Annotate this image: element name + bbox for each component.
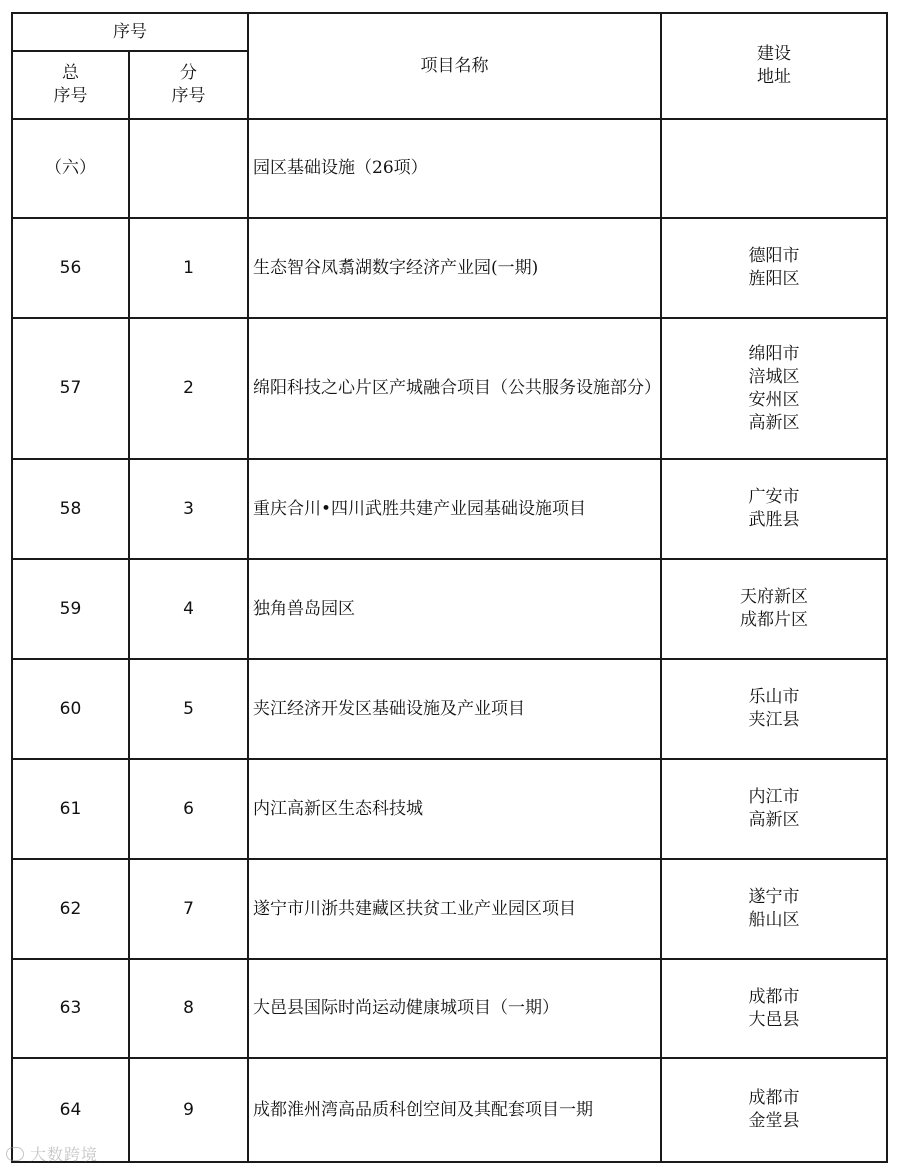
location-header (661, 13, 887, 119)
sub-seq-cell: 1 (129, 218, 248, 318)
total-seq-cell: 64 (12, 1058, 129, 1162)
table-row (12, 859, 887, 959)
location-line: 安州区 (748, 389, 800, 410)
table-row (12, 659, 887, 759)
section-name: 园区基础设施（26项） (248, 119, 661, 218)
total-seq-cell: 56 (12, 218, 129, 318)
project-name-cell: 成都淮州湾高品质科创空间及其配套项目一期 (248, 1058, 661, 1162)
location-cell (661, 659, 887, 759)
table-row (12, 459, 887, 559)
location-line: 绵阳市 (748, 343, 800, 364)
location-line: 高新区 (748, 412, 800, 433)
location-cell (661, 1058, 887, 1162)
sub-seq-cell: 4 (129, 559, 248, 659)
location-line: 乐山市 (748, 687, 800, 707)
sub-seq-cell: 2 (129, 318, 248, 459)
total-seq-cell: 62 (12, 859, 129, 959)
location-line: 广安市 (748, 487, 800, 507)
table-row (12, 759, 887, 859)
sub-seq-cell: 3 (129, 459, 248, 559)
table-row (12, 318, 887, 459)
project-name-cell: 内江高新区生态科技城 (248, 759, 661, 859)
header-row-1 (12, 13, 887, 51)
location-line: 成都市 (748, 986, 800, 1007)
location-line: 德阳市 (748, 246, 800, 266)
project-name-header: 项目名称 (248, 13, 661, 119)
table-row (12, 559, 887, 659)
location-line: 成都市 (748, 1088, 800, 1108)
sub-seq-cell: 7 (129, 859, 248, 959)
location-line: 船山区 (748, 910, 800, 930)
watermark (6, 1142, 98, 1165)
location-cell (661, 859, 887, 959)
project-name-cell: 独角兽岛园区 (248, 559, 661, 659)
location-cell (661, 759, 887, 859)
project-name-cell: 遂宁市川浙共建藏区扶贫工业产业园区项目 (248, 859, 661, 959)
table-row (12, 959, 887, 1058)
location-line: 武胜县 (748, 510, 800, 530)
total-seq-header (12, 51, 129, 119)
location-line: 大邑县 (748, 1009, 800, 1030)
location-cell (661, 959, 887, 1058)
location-line: 涪城区 (748, 366, 800, 387)
section-location (661, 119, 887, 218)
table-row (12, 1058, 887, 1162)
project-name-cell: 重庆合川•四川武胜共建产业园基础设施项目 (248, 459, 661, 559)
location-line: 旌阳区 (748, 269, 800, 289)
location-line: 夹江县 (748, 710, 800, 730)
location-cell (661, 559, 887, 659)
sub-seq-header-line: 序号 (171, 86, 206, 106)
total-seq-cell: 61 (12, 759, 129, 859)
project-name-cell: 夹江经济开发区基础设施及产业项目 (248, 659, 661, 759)
sub-seq-header (129, 51, 248, 119)
location-line: 高新区 (748, 810, 800, 830)
location-line: 金堂县 (748, 1111, 800, 1131)
sub-seq-header-line: 分 (180, 63, 197, 83)
total-seq-cell: 58 (12, 459, 129, 559)
location-line: 成都片区 (740, 610, 808, 630)
location-header-line: 地址 (757, 67, 791, 87)
section-sub (129, 119, 248, 218)
section-row (12, 119, 887, 218)
total-seq-header-line: 总 (62, 63, 79, 83)
sub-seq-cell: 5 (129, 659, 248, 759)
location-cell (661, 218, 887, 318)
project-table (11, 12, 888, 1163)
location-line: 遂宁市 (748, 887, 800, 907)
location-line: 内江市 (748, 787, 800, 807)
total-seq-cell: 60 (12, 659, 129, 759)
project-name-cell: 大邑县国际时尚运动健康城项目（一期） (248, 959, 661, 1058)
section-total: （六） (12, 119, 129, 218)
project-name-cell: 绵阳科技之心片区产城融合项目（公共服务设施部分） (248, 318, 661, 459)
table-row (12, 218, 887, 318)
sub-seq-cell: 6 (129, 759, 248, 859)
total-seq-header-line: 序号 (53, 86, 88, 106)
total-seq-cell: 59 (12, 559, 129, 659)
location-cell (661, 459, 887, 559)
project-name-cell: 生态智谷凤翥湖数字经济产业园(一期) (248, 218, 661, 318)
watermark-text: 大数跨境 (30, 1145, 99, 1164)
seq-group-header: 序号 (12, 13, 248, 51)
location-line: 天府新区 (740, 587, 808, 607)
location-header-line: 建设 (757, 44, 791, 64)
chat-bubble-icon (6, 1147, 24, 1161)
sub-seq-cell: 8 (129, 959, 248, 1058)
total-seq-cell: 63 (12, 959, 129, 1058)
location-cell (661, 318, 887, 459)
sub-seq-cell: 9 (129, 1058, 248, 1162)
total-seq-cell: 57 (12, 318, 129, 459)
